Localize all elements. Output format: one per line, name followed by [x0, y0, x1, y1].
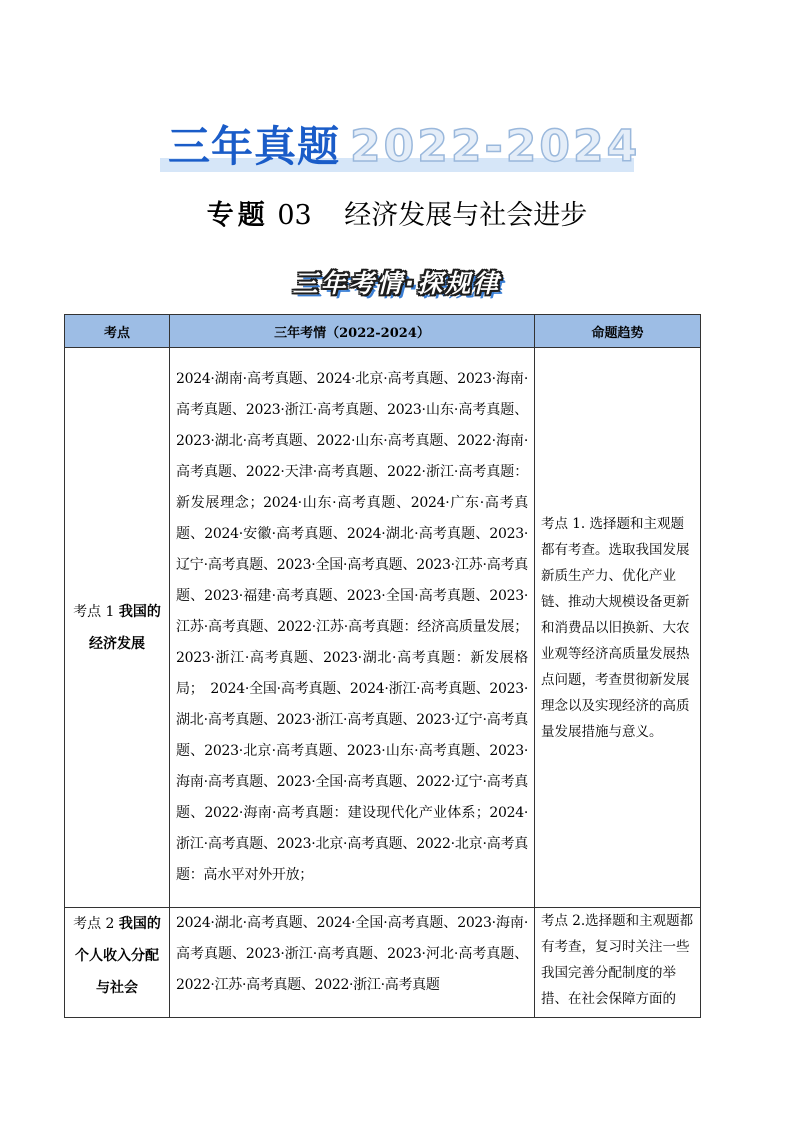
point-name: 我国的经济发展 [89, 603, 161, 652]
topic-heading [0, 196, 794, 236]
point-prefix: 考点 2 [73, 916, 119, 932]
point-name: 我国的个人收入分配与社会 [75, 916, 161, 996]
header-exams: 三年考情（2022-2024） [170, 315, 535, 348]
title-years: 2022-2024 [350, 121, 641, 172]
topic-number: 03 [277, 200, 312, 231]
topic-name: 经济发展与社会进步 [344, 200, 588, 231]
title-cn: 三年真题 [168, 122, 341, 171]
trend-cell: 考点 2.选择题和主观题都有考查，复习时关注一些我国完善分配制度的举措、在社会保障方面的 [535, 908, 701, 1018]
header-trend: 命题趋势 [535, 315, 701, 348]
section-banner: 三年考情·探规律 [292, 269, 502, 298]
header-point: 考点 [65, 315, 170, 348]
trend-cell: 考点 1. 选择题和主观题都有考查。选取我国发展新质生产力、优化产业链、推动大规模设备更新和消费品以旧换新、大农业观等经济高质量发展热点问题，考查贯彻新发展理念以及实现经济的高质量发展措施与意义。 [535, 348, 701, 908]
exams-cell: 2024·湖南·高考真题、2024·北京·高考真题、2023·海南·高考真题、2023·浙江·高考真题、2023·山东·高考真题、2023·湖北·高考真题、2022·山东·高考真题、2022·海南·高考真题、2022·天津·高考真题、2022·浙江·高考真题：新发展理念；2024·山东·高考真题、2024·广东·高考真题、2024·安徽·高考真题、2024·湖北·高考真题、2023·辽宁·高考真题、2023·全国·高考真题、2023·江苏·高考真题、2023·福建·高考真题、2023·全国·高考真题、2023·江苏·高考真题、2022·江苏·高考真题：经济高质量发展；2023·浙江·高考真题、2023·湖北·高考真题：新发展格局； 2024·全国·高考真题、2024·浙江·高考真题、2023·湖北·高考真题、2023·浙江·高考真题、2023·辽宁·高考真题、2023·北京·高考真题、2023·山东·高考真题、2023·海南·高考真题、2023·全国·高考真题、2022·辽宁·高考真题、2022·海南·高考真题：建设现代化产业体系；2024·浙江·高考真题、2023·北京·高考真题、2022·北京·高考真题：高水平对外开放； [170, 348, 535, 908]
point-prefix: 考点 1 [73, 603, 119, 620]
exams-cell: 2024·湖北·高考真题、2024·全国·高考真题、2023·海南·高考真题、2023·浙江·高考真题、2023·河北·高考真题、2022·江苏·高考真题、2022·浙江·高考真题 [170, 908, 535, 1018]
exam-table [64, 314, 701, 1018]
topic-label: 专题 [206, 200, 269, 231]
table-row [65, 908, 701, 1018]
point-cell [65, 348, 170, 908]
point-cell [65, 908, 170, 1018]
table-row [65, 348, 701, 908]
table-header-row [65, 315, 701, 348]
title-banner [160, 118, 641, 176]
